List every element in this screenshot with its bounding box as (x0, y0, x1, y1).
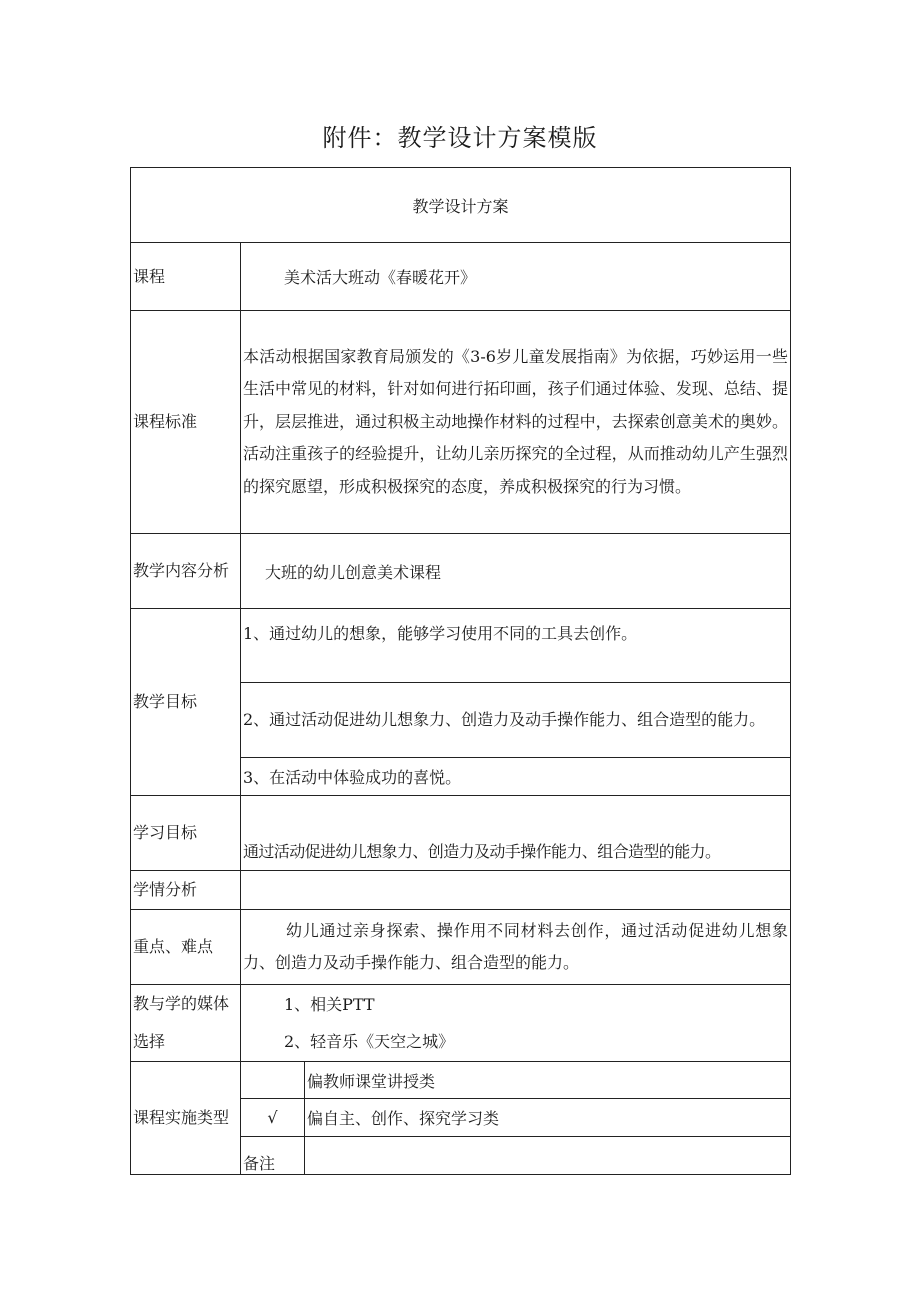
key-points-label: 重点、难点 (131, 910, 241, 985)
implementation-check-1 (241, 1062, 305, 1099)
teaching-goals-label: 教学目标 (131, 609, 241, 796)
table-header: 教学设计方案 (131, 168, 791, 243)
content-analysis-row (131, 534, 791, 609)
implementation-row-1 (131, 1062, 791, 1099)
media-row (131, 985, 791, 1062)
table-header-row (131, 168, 791, 243)
teaching-goal-3: 3、在活动中体验成功的喜悦。 (241, 758, 791, 796)
learner-analysis-row (131, 871, 791, 910)
teaching-goal-row-1 (131, 609, 791, 683)
standard-text: 本活动根据国家教育局颁发的《3-6岁儿童发展指南》为依据，巧妙运用一些生活中常见的材料，针对如何进行拓印画，孩子们通过体验、发现、总结、提升，层层推进，通过积极主动地操作材料的过程中，去探索创意美术的奥妙。活动注重孩子的经验提升，让幼儿亲历探究的全过程，从而推动幼儿产生强烈的探究愿望，形成积极探究的态度，养成积极探究的行为习惯。 (241, 311, 791, 534)
standard-label: 课程标准 (131, 311, 241, 534)
implementation-check-2: √ (241, 1099, 305, 1137)
media-list (241, 985, 791, 1062)
learner-analysis-label: 学情分析 (131, 871, 241, 910)
course-row (131, 243, 791, 311)
learning-goals-row (131, 796, 791, 871)
key-points-value: 幼儿通过亲身探索、操作用不同材料去创作，通过活动促进幼儿想象力、创造力及动手操作能力、组合造型的能力。 (241, 910, 791, 985)
learning-goals-label: 学习目标 (131, 796, 241, 871)
implementation-label: 课程实施类型 (131, 1062, 241, 1175)
media-item: 1、相关PTT (284, 995, 375, 1014)
teaching-goal-2: 2、通过活动促进幼儿想象力、创造力及动手操作能力、组合造型的能力。 (241, 683, 791, 758)
standard-row (131, 311, 791, 534)
note-label: 备注 (241, 1137, 305, 1175)
note-value (305, 1137, 791, 1175)
content-analysis-label: 教学内容分析 (131, 534, 241, 609)
implementation-option-1: 偏教师课堂讲授类 (305, 1062, 791, 1099)
teaching-goal-1: 1、通过幼儿的想象，能够学习使用不同的工具去创作。 (241, 609, 791, 683)
course-label: 课程 (131, 243, 241, 311)
media-label: 教与学的媒体选择 (131, 985, 241, 1062)
learning-goals-value: 通过活动促进幼儿想象力、创造力及动手操作能力、组合造型的能力。 (241, 796, 791, 871)
teaching-plan-table (130, 167, 791, 1175)
course-value: 美术活大班动《春暖花开》 (241, 243, 791, 311)
content-analysis-value: 大班的幼儿创意美术课程 (241, 534, 791, 609)
key-points-row (131, 910, 791, 985)
learner-analysis-value (241, 871, 791, 910)
implementation-option-2: 偏自主、创作、探究学习类 (305, 1099, 791, 1137)
media-item: 2、轻音乐《天空之城》 (284, 1032, 455, 1051)
document-title: 附件：教学设计方案模版 (322, 124, 598, 152)
